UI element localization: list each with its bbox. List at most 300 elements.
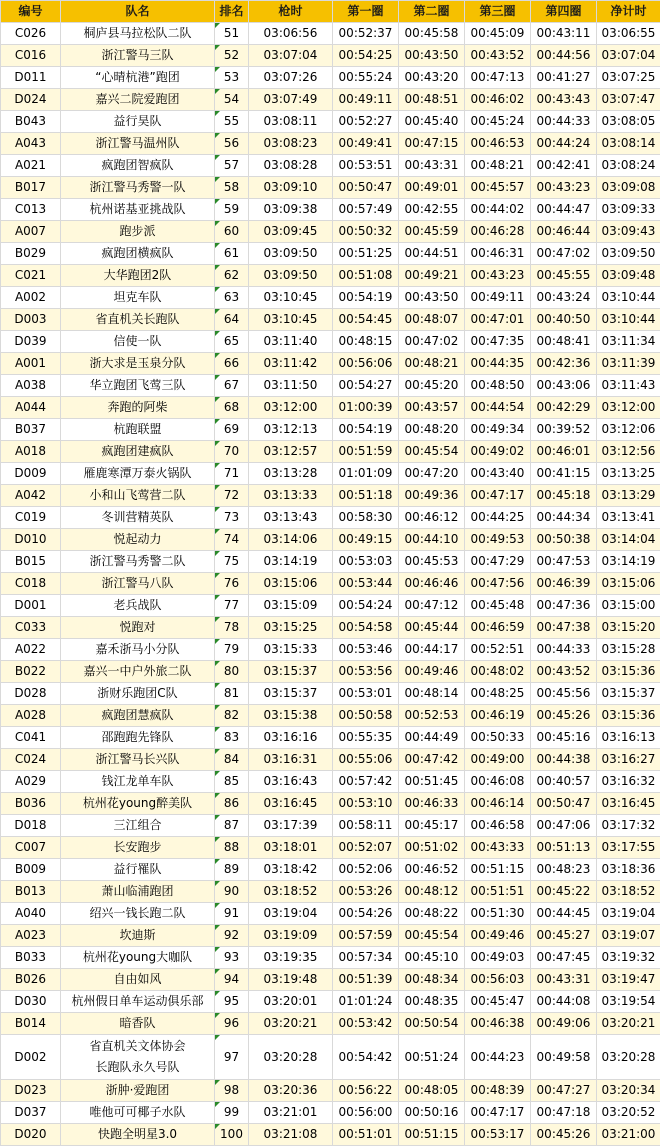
cell-lap1: 00:54:19 (333, 419, 399, 441)
table-row (1, 661, 660, 683)
cell-lap2: 00:47:02 (399, 331, 465, 353)
cell-team: 疯跑团建疯队 (61, 441, 215, 463)
cell-id: D011 (1, 67, 61, 89)
cell-team: 杭州诺基亚挑战队 (61, 199, 215, 221)
cell-rank: 72 (215, 485, 249, 507)
cell-net-time: 03:15:20 (597, 617, 660, 639)
cell-id: D023 (1, 1080, 61, 1102)
cell-team: 钱江龙单车队 (61, 771, 215, 793)
table-row (1, 859, 660, 881)
cell-lap1: 00:52:27 (333, 111, 399, 133)
table-row (1, 133, 660, 155)
cell-team: 杭州假日单车运动俱乐部 (61, 991, 215, 1013)
table-row (1, 111, 660, 133)
cell-net-time: 03:15:37 (597, 683, 660, 705)
cell-lap2: 00:51:45 (399, 771, 465, 793)
cell-lap2: 00:49:36 (399, 485, 465, 507)
cell-lap3: 00:45:47 (465, 991, 531, 1013)
cell-team: 浙江警马三队 (61, 45, 215, 67)
cell-gun-time: 03:17:39 (249, 815, 333, 837)
cell-lap2: 00:50:54 (399, 1013, 465, 1035)
cell-id: C013 (1, 199, 61, 221)
cell-lap3: 00:48:02 (465, 661, 531, 683)
cell-lap2: 00:42:55 (399, 199, 465, 221)
cell-lap3: 00:51:30 (465, 903, 531, 925)
cell-lap3: 00:49:11 (465, 287, 531, 309)
cell-lap1: 00:56:06 (333, 353, 399, 375)
cell-lap2: 00:44:49 (399, 727, 465, 749)
cell-rank: 53 (215, 67, 249, 89)
cell-team: “心晴杭港”跑团 (61, 67, 215, 89)
cell-team: 杭州花young醉美队 (61, 793, 215, 815)
cell-lap3: 00:47:56 (465, 573, 531, 595)
cell-id: B033 (1, 947, 61, 969)
table-row (1, 287, 660, 309)
cell-lap3: 00:49:34 (465, 419, 531, 441)
cell-lap3: 00:50:33 (465, 727, 531, 749)
cell-lap4: 00:41:15 (531, 463, 597, 485)
cell-lap1: 00:51:39 (333, 969, 399, 991)
cell-lap3: 00:47:17 (465, 1102, 531, 1124)
cell-lap1: 00:50:32 (333, 221, 399, 243)
cell-lap2: 00:45:59 (399, 221, 465, 243)
cell-gun-time: 03:14:19 (249, 551, 333, 573)
cell-lap3: 00:44:02 (465, 199, 531, 221)
cell-lap1: 00:55:24 (333, 67, 399, 89)
table-row (1, 683, 660, 705)
cell-id: A021 (1, 155, 61, 177)
table-row (1, 991, 660, 1013)
cell-lap2: 00:46:33 (399, 793, 465, 815)
cell-net-time: 03:16:13 (597, 727, 660, 749)
cell-id: D037 (1, 1102, 61, 1124)
cell-lap3: 00:44:35 (465, 353, 531, 375)
cell-net-time: 03:21:00 (597, 1124, 660, 1146)
table-row (1, 1102, 660, 1124)
cell-lap2: 00:45:17 (399, 815, 465, 837)
cell-lap2: 00:43:50 (399, 45, 465, 67)
cell-team: 浙江警马秀警二队 (61, 551, 215, 573)
cell-team (61, 1035, 215, 1080)
cell-net-time: 03:17:55 (597, 837, 660, 859)
cell-net-time: 03:16:45 (597, 793, 660, 815)
table-row (1, 221, 660, 243)
table-row (1, 925, 660, 947)
cell-lap2: 00:43:57 (399, 397, 465, 419)
cell-net-time: 03:20:21 (597, 1013, 660, 1035)
cell-id: D039 (1, 331, 61, 353)
cell-lap3: 00:46:58 (465, 815, 531, 837)
cell-lap1: 00:54:26 (333, 903, 399, 925)
cell-lap3: 00:46:38 (465, 1013, 531, 1035)
cell-lap4: 00:45:18 (531, 485, 597, 507)
table-row (1, 551, 660, 573)
cell-id: B014 (1, 1013, 61, 1035)
cell-lap1: 00:57:59 (333, 925, 399, 947)
cell-rank: 86 (215, 793, 249, 815)
cell-id: D030 (1, 991, 61, 1013)
cell-gun-time: 03:15:09 (249, 595, 333, 617)
cell-lap2: 00:47:20 (399, 463, 465, 485)
header-lap4: 第四圈 (531, 1, 597, 23)
cell-lap1: 00:48:15 (333, 331, 399, 353)
cell-net-time: 03:09:08 (597, 177, 660, 199)
cell-lap1: 00:53:26 (333, 881, 399, 903)
cell-lap1: 00:52:06 (333, 859, 399, 881)
cell-gun-time: 03:07:49 (249, 89, 333, 111)
cell-lap2: 00:48:35 (399, 991, 465, 1013)
cell-rank: 98 (215, 1080, 249, 1102)
cell-lap1: 00:57:34 (333, 947, 399, 969)
cell-gun-time: 03:15:37 (249, 661, 333, 683)
cell-gun-time: 03:18:01 (249, 837, 333, 859)
cell-lap1: 00:51:08 (333, 265, 399, 287)
table-row (1, 331, 660, 353)
cell-id: B013 (1, 881, 61, 903)
cell-gun-time: 03:07:26 (249, 67, 333, 89)
cell-lap1: 00:52:37 (333, 23, 399, 45)
cell-net-time: 03:10:44 (597, 309, 660, 331)
cell-id: D001 (1, 595, 61, 617)
cell-lap4: 00:49:58 (531, 1035, 597, 1080)
cell-lap1: 00:57:49 (333, 199, 399, 221)
header-lap1: 第一圈 (333, 1, 399, 23)
cell-lap2: 00:48:20 (399, 419, 465, 441)
table-row (1, 749, 660, 771)
cell-gun-time: 03:11:40 (249, 331, 333, 353)
cell-id: C024 (1, 749, 61, 771)
cell-team: 坎迪斯 (61, 925, 215, 947)
cell-team: 浙江警马秀警一队 (61, 177, 215, 199)
cell-team: 浙大求是玉泉分队 (61, 353, 215, 375)
cell-team: 快跑全明星3.0 (61, 1124, 215, 1146)
cell-lap2: 00:45:53 (399, 551, 465, 573)
cell-rank: 59 (215, 199, 249, 221)
cell-lap3: 00:46:53 (465, 133, 531, 155)
cell-id: B022 (1, 661, 61, 683)
cell-lap1: 00:56:00 (333, 1102, 399, 1124)
table-row (1, 705, 660, 727)
cell-id: D024 (1, 89, 61, 111)
cell-gun-time: 03:08:11 (249, 111, 333, 133)
cell-rank: 85 (215, 771, 249, 793)
cell-id: B037 (1, 419, 61, 441)
cell-gun-time: 03:15:25 (249, 617, 333, 639)
table-row (1, 309, 660, 331)
cell-team: 省直机关长跑队 (61, 309, 215, 331)
cell-lap2: 00:43:20 (399, 67, 465, 89)
cell-rank: 77 (215, 595, 249, 617)
cell-team: 浙江警马温州队 (61, 133, 215, 155)
cell-team: 悦跑对 (61, 617, 215, 639)
header-net-time: 净计时 (597, 1, 660, 23)
cell-lap1: 01:01:24 (333, 991, 399, 1013)
cell-rank: 82 (215, 705, 249, 727)
cell-net-time: 03:18:52 (597, 881, 660, 903)
cell-lap1: 00:54:27 (333, 375, 399, 397)
results-body (1, 23, 660, 1146)
cell-lap1: 00:53:10 (333, 793, 399, 815)
cell-rank: 69 (215, 419, 249, 441)
cell-team: 自由如风 (61, 969, 215, 991)
cell-net-time: 03:13:41 (597, 507, 660, 529)
cell-lap4: 00:47:18 (531, 1102, 597, 1124)
cell-lap1: 00:55:06 (333, 749, 399, 771)
cell-lap1: 00:50:58 (333, 705, 399, 727)
cell-gun-time: 03:19:09 (249, 925, 333, 947)
cell-team: 萧山临浦跑团 (61, 881, 215, 903)
cell-net-time: 03:09:50 (597, 243, 660, 265)
cell-lap2: 00:43:50 (399, 287, 465, 309)
cell-net-time: 03:20:52 (597, 1102, 660, 1124)
cell-lap3: 00:43:52 (465, 45, 531, 67)
cell-lap1: 00:54:19 (333, 287, 399, 309)
cell-gun-time: 03:15:06 (249, 573, 333, 595)
cell-lap2: 00:45:58 (399, 23, 465, 45)
cell-lap4: 00:39:52 (531, 419, 597, 441)
cell-lap3: 00:48:39 (465, 1080, 531, 1102)
cell-net-time: 03:15:28 (597, 639, 660, 661)
cell-rank: 70 (215, 441, 249, 463)
cell-rank: 100 (215, 1124, 249, 1146)
cell-id: D018 (1, 815, 61, 837)
cell-lap4: 00:46:01 (531, 441, 597, 463)
cell-id: D009 (1, 463, 61, 485)
cell-rank: 64 (215, 309, 249, 331)
table-row (1, 1035, 660, 1080)
team-name-line: 长跑队永久号队 (63, 1057, 212, 1078)
cell-lap4: 00:47:45 (531, 947, 597, 969)
cell-rank: 73 (215, 507, 249, 529)
cell-net-time: 03:12:06 (597, 419, 660, 441)
cell-lap2: 00:45:40 (399, 111, 465, 133)
cell-net-time: 03:09:48 (597, 265, 660, 287)
table-row (1, 947, 660, 969)
cell-lap4: 00:44:38 (531, 749, 597, 771)
cell-lap3: 00:47:17 (465, 485, 531, 507)
cell-team: 雁鹿寒潭万泰火锅队 (61, 463, 215, 485)
table-row (1, 353, 660, 375)
cell-rank: 55 (215, 111, 249, 133)
cell-lap2: 00:50:16 (399, 1102, 465, 1124)
cell-rank: 65 (215, 331, 249, 353)
cell-lap1: 00:49:15 (333, 529, 399, 551)
cell-rank: 78 (215, 617, 249, 639)
cell-gun-time: 03:12:57 (249, 441, 333, 463)
cell-lap3: 00:48:50 (465, 375, 531, 397)
cell-gun-time: 03:13:43 (249, 507, 333, 529)
cell-lap2: 00:45:54 (399, 441, 465, 463)
cell-team: 老兵战队 (61, 595, 215, 617)
cell-lap1: 00:51:01 (333, 1124, 399, 1146)
cell-gun-time: 03:09:10 (249, 177, 333, 199)
cell-net-time: 03:15:00 (597, 595, 660, 617)
cell-net-time: 03:15:36 (597, 705, 660, 727)
cell-net-time: 03:16:32 (597, 771, 660, 793)
cell-id: C016 (1, 45, 61, 67)
cell-lap4: 00:45:26 (531, 705, 597, 727)
cell-gun-time: 03:15:33 (249, 639, 333, 661)
cell-lap3: 00:43:33 (465, 837, 531, 859)
header-rank: 排名 (215, 1, 249, 23)
cell-lap1: 00:52:07 (333, 837, 399, 859)
cell-lap4: 00:45:55 (531, 265, 597, 287)
cell-gun-time: 03:18:42 (249, 859, 333, 881)
cell-lap1: 00:55:35 (333, 727, 399, 749)
cell-team: 暗香队 (61, 1013, 215, 1035)
cell-team: 嘉兴二院爱跑团 (61, 89, 215, 111)
cell-rank: 95 (215, 991, 249, 1013)
cell-rank: 60 (215, 221, 249, 243)
cell-rank: 61 (215, 243, 249, 265)
cell-lap4: 00:42:36 (531, 353, 597, 375)
cell-lap4: 00:50:47 (531, 793, 597, 815)
cell-lap3: 00:46:19 (465, 705, 531, 727)
cell-lap2: 00:44:17 (399, 639, 465, 661)
cell-lap3: 00:51:51 (465, 881, 531, 903)
cell-lap3: 00:48:21 (465, 155, 531, 177)
cell-rank: 75 (215, 551, 249, 573)
cell-lap2: 00:47:15 (399, 133, 465, 155)
cell-team: 小和山飞莺营二队 (61, 485, 215, 507)
cell-team: 冬训营精英队 (61, 507, 215, 529)
table-row (1, 155, 660, 177)
cell-team: 浙肿·爱跑团 (61, 1080, 215, 1102)
cell-lap4: 00:45:56 (531, 683, 597, 705)
cell-id: C041 (1, 727, 61, 749)
cell-lap1: 00:58:11 (333, 815, 399, 837)
cell-lap2: 00:48:12 (399, 881, 465, 903)
table-row (1, 419, 660, 441)
cell-lap1: 00:53:46 (333, 639, 399, 661)
cell-lap1: 01:01:09 (333, 463, 399, 485)
cell-gun-time: 03:09:38 (249, 199, 333, 221)
cell-lap4: 00:50:38 (531, 529, 597, 551)
cell-net-time: 03:19:54 (597, 991, 660, 1013)
cell-id: B017 (1, 177, 61, 199)
cell-lap4: 00:43:24 (531, 287, 597, 309)
cell-gun-time: 03:09:50 (249, 243, 333, 265)
cell-id: A043 (1, 133, 61, 155)
table-row (1, 771, 660, 793)
cell-lap2: 00:45:10 (399, 947, 465, 969)
header-id: 编号 (1, 1, 61, 23)
table-row (1, 375, 660, 397)
cell-gun-time: 03:08:23 (249, 133, 333, 155)
cell-lap2: 00:47:42 (399, 749, 465, 771)
cell-id: A007 (1, 221, 61, 243)
cell-net-time: 03:14:04 (597, 529, 660, 551)
cell-net-time: 03:18:36 (597, 859, 660, 881)
table-row (1, 881, 660, 903)
cell-lap1: 00:53:42 (333, 1013, 399, 1035)
cell-id: C021 (1, 265, 61, 287)
cell-net-time: 03:11:34 (597, 331, 660, 353)
cell-gun-time: 03:15:37 (249, 683, 333, 705)
table-row (1, 727, 660, 749)
cell-gun-time: 03:20:36 (249, 1080, 333, 1102)
cell-gun-time: 03:13:28 (249, 463, 333, 485)
table-row (1, 177, 660, 199)
cell-lap3: 00:49:03 (465, 947, 531, 969)
header-lap2: 第二圈 (399, 1, 465, 23)
cell-lap1: 00:54:58 (333, 617, 399, 639)
cell-net-time: 03:07:47 (597, 89, 660, 111)
cell-net-time: 03:07:25 (597, 67, 660, 89)
cell-lap3: 00:44:54 (465, 397, 531, 419)
cell-lap3: 00:47:35 (465, 331, 531, 353)
cell-lap1: 01:00:39 (333, 397, 399, 419)
cell-lap3: 00:49:53 (465, 529, 531, 551)
cell-lap2: 00:48:22 (399, 903, 465, 925)
cell-lap4: 00:44:33 (531, 111, 597, 133)
cell-lap4: 00:41:27 (531, 67, 597, 89)
cell-rank: 87 (215, 815, 249, 837)
table-row (1, 89, 660, 111)
cell-lap3: 00:52:51 (465, 639, 531, 661)
cell-gun-time: 03:21:08 (249, 1124, 333, 1146)
cell-lap3: 00:43:40 (465, 463, 531, 485)
cell-lap2: 00:46:52 (399, 859, 465, 881)
cell-lap4: 00:44:56 (531, 45, 597, 67)
cell-gun-time: 03:15:38 (249, 705, 333, 727)
cell-lap2: 00:48:34 (399, 969, 465, 991)
cell-gun-time: 03:11:50 (249, 375, 333, 397)
cell-lap4: 00:43:11 (531, 23, 597, 45)
cell-lap4: 00:44:08 (531, 991, 597, 1013)
cell-rank: 52 (215, 45, 249, 67)
cell-team: 邵跑跑先锋队 (61, 727, 215, 749)
cell-lap2: 00:44:51 (399, 243, 465, 265)
cell-rank: 99 (215, 1102, 249, 1124)
cell-id: B009 (1, 859, 61, 881)
cell-net-time: 03:16:27 (597, 749, 660, 771)
cell-gun-time: 03:12:00 (249, 397, 333, 419)
table-row (1, 837, 660, 859)
cell-lap1: 00:51:59 (333, 441, 399, 463)
cell-gun-time: 03:09:50 (249, 265, 333, 287)
cell-net-time: 03:07:04 (597, 45, 660, 67)
cell-lap4: 00:44:34 (531, 507, 597, 529)
cell-lap4: 00:47:02 (531, 243, 597, 265)
cell-gun-time: 03:19:04 (249, 903, 333, 925)
cell-lap4: 00:48:23 (531, 859, 597, 881)
cell-lap2: 00:48:51 (399, 89, 465, 111)
cell-lap4: 00:45:26 (531, 1124, 597, 1146)
cell-rank: 89 (215, 859, 249, 881)
cell-gun-time: 03:19:35 (249, 947, 333, 969)
header-row (1, 1, 660, 23)
cell-lap1: 00:49:41 (333, 133, 399, 155)
table-row (1, 45, 660, 67)
cell-net-time: 03:11:43 (597, 375, 660, 397)
cell-net-time: 03:06:55 (597, 23, 660, 45)
cell-id: B036 (1, 793, 61, 815)
cell-lap3: 00:46:59 (465, 617, 531, 639)
cell-id: A002 (1, 287, 61, 309)
cell-gun-time: 03:07:04 (249, 45, 333, 67)
cell-rank: 66 (215, 353, 249, 375)
cell-lap2: 00:43:31 (399, 155, 465, 177)
cell-team: 杭跑联盟 (61, 419, 215, 441)
cell-lap2: 00:47:12 (399, 595, 465, 617)
cell-lap3: 00:43:23 (465, 265, 531, 287)
cell-lap3: 00:47:29 (465, 551, 531, 573)
cell-team: 疯跑团智疯队 (61, 155, 215, 177)
cell-rank: 97 (215, 1035, 249, 1080)
cell-lap3: 00:46:02 (465, 89, 531, 111)
cell-lap2: 00:49:46 (399, 661, 465, 683)
